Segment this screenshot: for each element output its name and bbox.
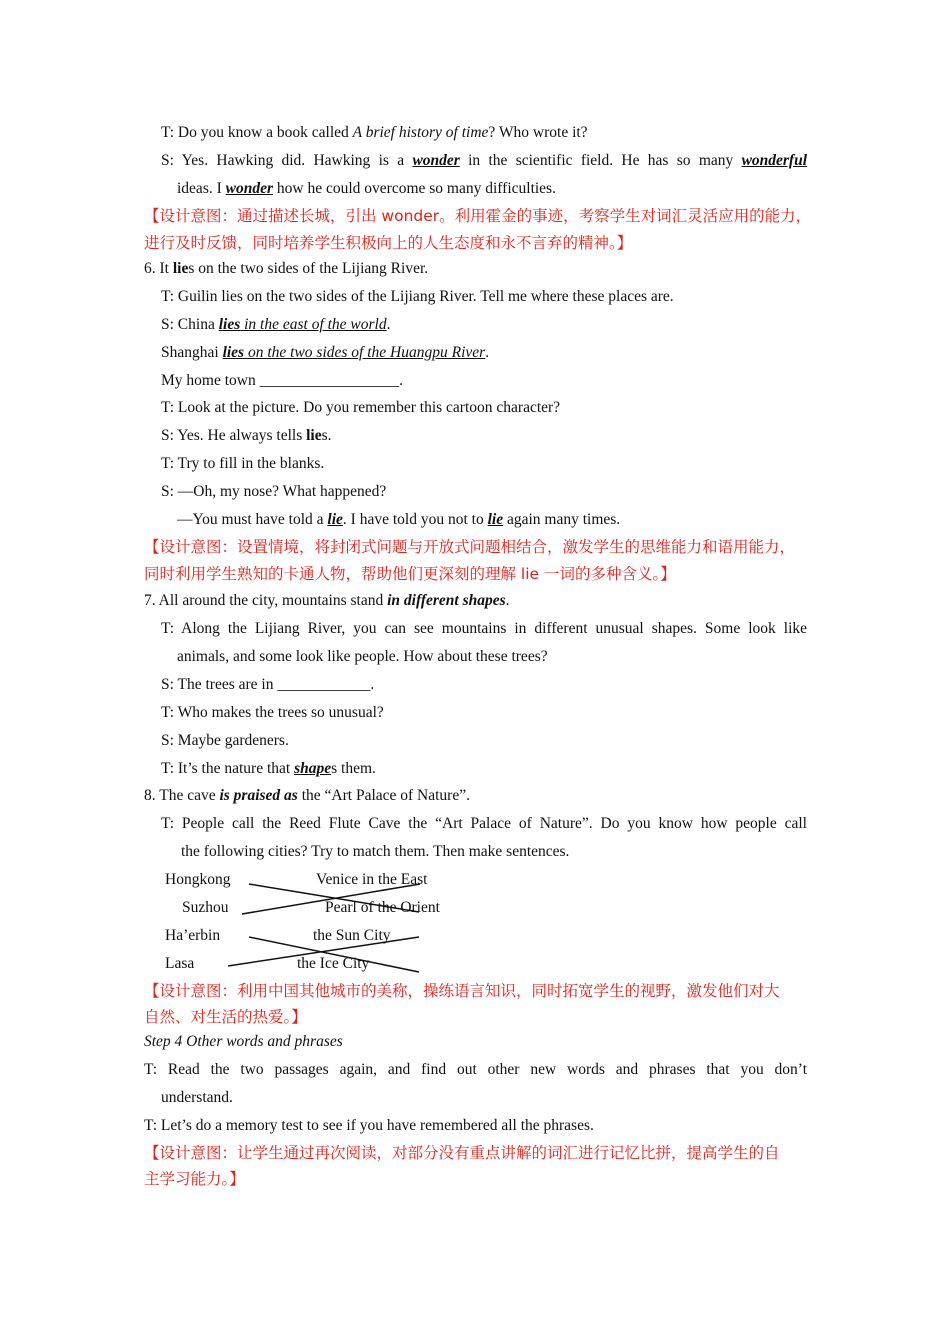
line-text: T: It’s the nature that	[161, 760, 295, 777]
key-word: wonder	[225, 180, 274, 197]
dialog-line: T: Try to fill in the blanks.	[161, 455, 325, 472]
dialog-line: S: The trees are in ____________.	[161, 676, 375, 693]
match-line	[242, 884, 420, 914]
design-note: 同时利用学生熟知的卡通人物，帮助他们更深刻的理解 lie 一词的多种含义。】	[144, 565, 676, 583]
line-text: s on the two sides of the Lijiang River.	[188, 260, 429, 277]
city-nickname: the Ice City	[297, 955, 370, 972]
key-word: lies	[218, 316, 241, 333]
design-note: 进行及时反馈，同时培养学生积极向上的人生态度和永不言弃的精神。】	[144, 234, 633, 252]
line-text: ? Who wrote it?	[488, 124, 588, 141]
step-title: Step 4 Other words and phrases	[144, 1033, 343, 1050]
key-word: wonderful	[741, 152, 808, 169]
key-word: lie	[327, 511, 343, 528]
design-note: 自然、对生活的热爱。】	[144, 1008, 307, 1026]
dialog-line: S: —Oh, my nose? What happened?	[161, 483, 387, 500]
design-note: 【设计意图：通过描述长城，引出 wonder。利用霍金的事迹，考察学生对词汇灵活应用的能力，	[144, 207, 812, 225]
dialog-line: T: Along the Lijiang River, you can see mountains in different unusual shapes. Some look like	[161, 620, 807, 637]
line-text: again many times.	[503, 511, 621, 528]
match-line	[228, 937, 419, 966]
city-name: Hongkong	[165, 871, 231, 888]
answer-phrase: in the east of the world	[240, 316, 387, 333]
line-text: 7. All around the city, mountains stand	[144, 592, 388, 609]
key-word: shape	[294, 760, 332, 777]
line-text: T: Do you know a book called	[161, 124, 353, 141]
design-note: 【设计意图：让学生通过再次阅读，对部分没有重点讲解的词汇进行记忆比拼，提高学生的自	[144, 1144, 780, 1162]
key-word: lies	[222, 344, 245, 361]
dialog-line: T: People call the Reed Flute Cave the “Art Palace of Nature”. Do you know how people call	[161, 815, 807, 832]
dialog-line: understand.	[161, 1089, 233, 1106]
line-text: s them.	[331, 760, 376, 777]
dialog-line: My home town __________________.	[161, 372, 403, 389]
city-nickname: the Sun City	[313, 927, 391, 944]
line-text: ideas. I	[177, 180, 226, 197]
line-text: .	[386, 316, 391, 333]
design-note: 【设计意图：利用中国其他城市的美称，操练语言知识，同时拓宽学生的视野，激发他们对大	[144, 982, 780, 1000]
key-word: lie	[172, 260, 189, 277]
key-phrase: in different shapes	[387, 592, 506, 609]
dialog-line: T: Read the two passages again, and find out other new words and phrases that you don’t	[144, 1061, 807, 1078]
city-nickname: Venice in the East	[316, 871, 428, 888]
city-name: Lasa	[165, 955, 195, 972]
match-line	[249, 937, 419, 972]
city-name: Ha’erbin	[165, 927, 221, 944]
design-note: 主学习能力。】	[144, 1170, 245, 1188]
key-word: lie	[487, 511, 504, 528]
line-text: 6. It	[144, 260, 173, 277]
line-text: how he could overcome so many difficulties.	[273, 180, 556, 197]
line-text: S: China	[161, 316, 219, 333]
line-text: 8. The cave	[144, 787, 220, 804]
key-word: wonder	[412, 152, 460, 169]
line-text: Shanghai	[161, 344, 223, 361]
line-text: s.	[321, 427, 332, 444]
dialog-line: T: Look at the picture. Do you remember this cartoon character?	[161, 399, 561, 416]
city-nickname: Pearl of the Orient	[325, 899, 440, 916]
line-text: S: Yes. Hawking did. Hawking is a	[161, 152, 405, 169]
dialog-line: T: Let’s do a memory test to see if you have remembered all the phrases.	[144, 1117, 594, 1134]
design-note: 【设计意图：设置情境，将封闭式问题与开放式问题相结合，激发学生的思维能力和语用能力，	[144, 538, 796, 556]
dialog-line: the following cities? Try to match them. Then make sentences.	[181, 843, 570, 860]
key-word: lie	[306, 427, 322, 444]
dialog-line: S: Maybe gardeners.	[161, 732, 289, 749]
dialog-line: T: Who makes the trees so unusual?	[161, 704, 384, 721]
line-text: .	[505, 592, 510, 609]
line-text: —You must have told a	[177, 511, 328, 528]
line-text: .	[485, 344, 490, 361]
dialog-line: animals, and some look like people. How about these trees?	[177, 648, 548, 665]
line-text: in the scientific field. He has so many	[468, 152, 734, 169]
dialog-line: T: Guilin lies on the two sides of the Lijiang River. Tell me where these places are.	[161, 288, 674, 305]
key-phrase: is praised as	[219, 787, 298, 804]
answer-phrase: on the two sides of the Huangpu River	[244, 344, 486, 361]
book-title: A brief history of time	[352, 124, 489, 141]
line-text: . I have told you not to	[342, 511, 488, 528]
city-name: Suzhou	[182, 899, 229, 916]
line-text: S: Yes. He always tells	[161, 427, 307, 444]
line-text: the “Art Palace of Nature”.	[297, 787, 470, 804]
